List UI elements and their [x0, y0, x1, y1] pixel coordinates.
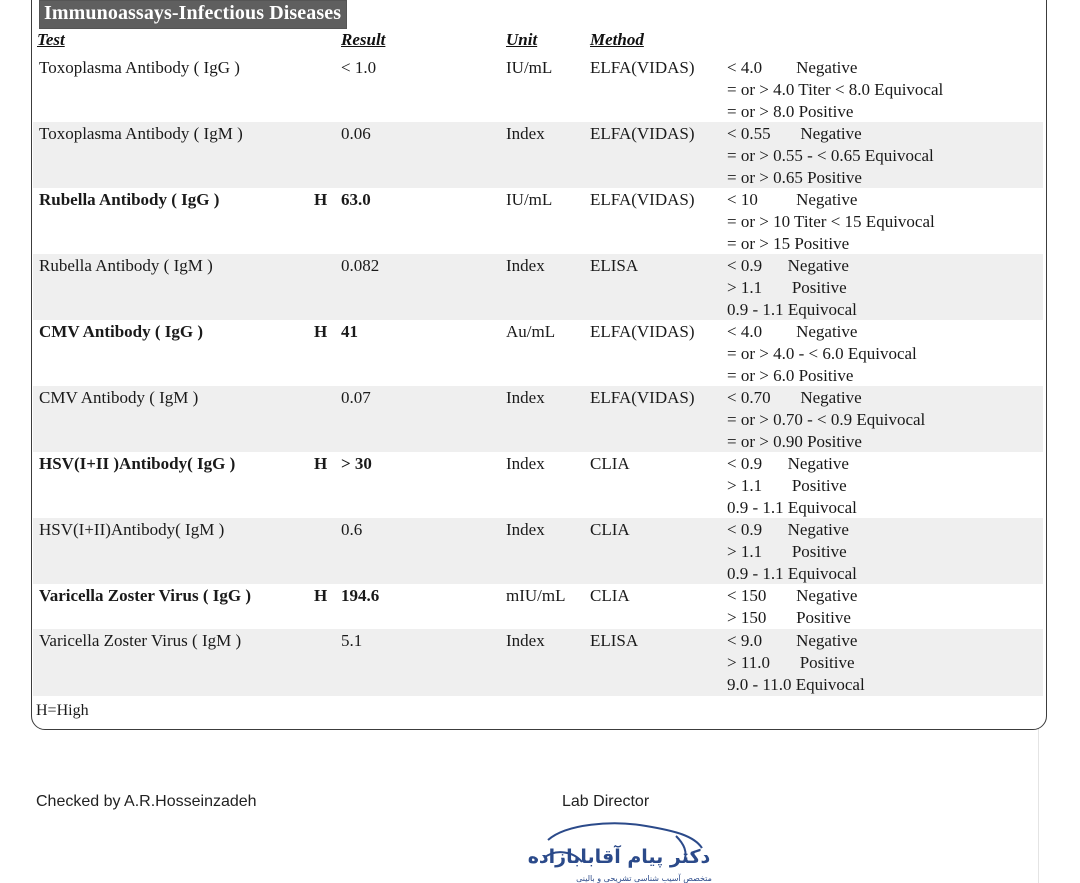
result-value: 63.0 [341, 190, 371, 209]
reference-range-line: < 0.70 Negative [727, 388, 862, 407]
reference-range [727, 630, 865, 696]
flag: H [314, 586, 328, 605]
header-unit: Unit [506, 30, 538, 49]
result-value: 0.6 [341, 520, 363, 539]
test-name: Rubella Antibody ( IgG ) [39, 190, 220, 209]
method: ELFA(VIDAS) [590, 322, 695, 341]
reference-range [727, 453, 857, 519]
method: ELFA(VIDAS) [590, 124, 695, 143]
method: CLIA [590, 586, 630, 605]
header-method: Method [590, 30, 644, 49]
test-name: CMV Antibody ( IgM ) [39, 388, 199, 407]
reference-range [727, 189, 935, 255]
table-row [33, 452, 1043, 518]
method: ELISA [590, 631, 639, 650]
table-row [33, 518, 1043, 584]
reference-range-line: < 4.0 Negative [727, 58, 858, 77]
director-signature [526, 818, 712, 883]
method: ELISA [590, 256, 639, 275]
result-value: > 30 [341, 454, 372, 473]
table-row [33, 320, 1043, 386]
method: ELFA(VIDAS) [590, 388, 695, 407]
reference-range-line: < 9.0 Negative [727, 631, 858, 650]
table-row [33, 254, 1043, 320]
reference-range [727, 123, 934, 189]
flag: H [314, 454, 328, 473]
reference-range-line: < 0.9 Negative [727, 256, 849, 275]
reference-range-line: > 1.1 Positive [727, 476, 847, 495]
method: ELFA(VIDAS) [590, 190, 695, 209]
table-row [33, 386, 1043, 452]
table-row [33, 188, 1043, 254]
flag: H [314, 322, 328, 341]
reference-range-line: = or > 10 Titer < 15 Equivocal [727, 212, 935, 231]
reference-range-line: 0.9 - 1.1 Equivocal [727, 498, 857, 517]
reference-range-line: 0.9 - 1.1 Equivocal [727, 564, 857, 583]
checked-by: Checked by A.R.Hosseinzadeh [36, 793, 257, 810]
unit: Index [506, 520, 545, 539]
test-name: Varicella Zoster Virus ( IgG ) [39, 586, 252, 605]
unit: Index [506, 631, 545, 650]
test-name: CMV Antibody ( IgG ) [39, 322, 204, 341]
unit: Index [506, 124, 545, 143]
reference-range-line: 9.0 - 11.0 Equivocal [727, 675, 865, 694]
reference-range-line: = or > 6.0 Positive [727, 366, 854, 385]
reference-range-line: = or > 4.0 - < 6.0 Equivocal [727, 344, 917, 363]
reference-range-line: > 11.0 Positive [727, 653, 855, 672]
reference-range-line: = or > 8.0 Positive [727, 102, 854, 121]
signature-subtitle: متخصص آسیب شناسی تشریحی و بالینی [576, 874, 712, 883]
reference-range-line: < 10 Negative [727, 190, 858, 209]
reference-range-line: > 1.1 Positive [727, 542, 847, 561]
flag: H [314, 190, 328, 209]
reference-range [727, 387, 925, 453]
test-name: Toxoplasma Antibody ( IgG ) [39, 58, 240, 77]
reference-range-line: = or > 0.90 Positive [727, 432, 862, 451]
method: CLIA [590, 454, 630, 473]
reference-range [727, 321, 917, 387]
method: ELFA(VIDAS) [590, 58, 695, 77]
unit: mIU/mL [506, 586, 566, 605]
unit: Index [506, 454, 545, 473]
signature-name: دکتر پیام آقابابازاده [527, 846, 711, 868]
reference-range-line: > 1.1 Positive [727, 278, 847, 297]
unit: IU/mL [506, 190, 553, 209]
result-value: 194.6 [341, 586, 380, 605]
reference-range-line: < 0.9 Negative [727, 454, 849, 473]
footnote: H=High [36, 702, 89, 719]
reference-range-line: 0.9 - 1.1 Equivocal [727, 300, 857, 319]
method: CLIA [590, 520, 630, 539]
unit: IU/mL [506, 58, 553, 77]
test-name: Toxoplasma Antibody ( IgM ) [39, 124, 243, 143]
reference-range-line: = or > 0.65 Positive [727, 168, 862, 187]
unit: Index [506, 388, 545, 407]
table-row [33, 584, 1043, 629]
unit: Index [506, 256, 545, 275]
reference-range [727, 585, 857, 629]
reference-range-line: < 4.0 Negative [727, 322, 858, 341]
table-row [33, 56, 1043, 122]
table-row [33, 122, 1043, 188]
test-name: HSV(I+II)Antibody( IgM ) [39, 520, 225, 539]
section-title: Immunoassays-Infectious Diseases [39, 0, 347, 29]
test-name: HSV(I+II )Antibody( IgG ) [39, 454, 236, 473]
lab-director-label: Lab Director [562, 793, 650, 810]
header-test: Test [37, 30, 65, 49]
reference-range-line: = or > 15 Positive [727, 234, 850, 253]
reference-range-line: < 0.9 Negative [727, 520, 849, 539]
reference-range [727, 57, 943, 123]
reference-range-line: = or > 0.55 - < 0.65 Equivocal [727, 146, 934, 165]
result-value: 0.06 [341, 124, 371, 143]
reference-range-line: < 0.55 Negative [727, 124, 862, 143]
result-value: 0.07 [341, 388, 371, 407]
test-name: Rubella Antibody ( IgM ) [39, 256, 213, 275]
reference-range-line: < 150 Negative [727, 586, 858, 605]
reference-range [727, 519, 857, 585]
reference-range-line: = or > 0.70 - < 0.9 Equivocal [727, 410, 926, 429]
table-row [33, 629, 1043, 696]
result-value: 41 [341, 322, 358, 341]
unit: Au/mL [506, 322, 556, 341]
result-value: 5.1 [341, 631, 363, 650]
result-value: < 1.0 [341, 58, 377, 77]
reference-range-line: = or > 4.0 Titer < 8.0 Equivocal [727, 80, 944, 99]
reference-range [727, 255, 857, 321]
result-value: 0.082 [341, 256, 380, 275]
header-result: Result [341, 30, 386, 49]
reference-range-line: > 150 Positive [727, 608, 851, 627]
test-name: Varicella Zoster Virus ( IgM ) [39, 631, 242, 650]
